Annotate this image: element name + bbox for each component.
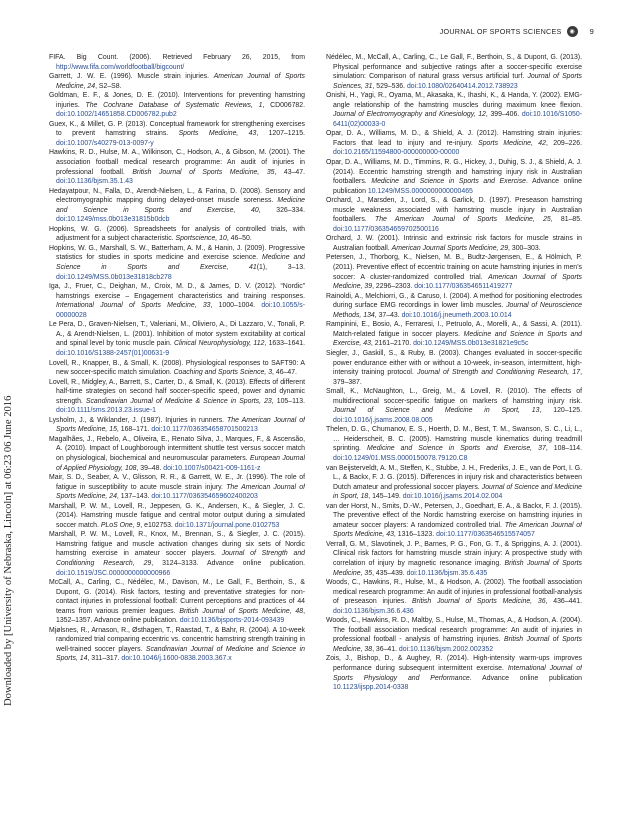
reference-text: Petersen, J., Thorborg, K., Nielsen, M. B., Budtz-Jørgensen, E., & Hölmich, P. (2011). Preventive effect of eccentric training on acute hamstring injuries in men’s soccer: A cluster-randomized controlled trial. [326,254,582,281]
reference-text: Orchard, J., Marsden, J., Lord, S., & Garlick, D. (1997). Preseason hamstring muscle weakness associated with hamstring muscle injury in Australian footballers. [326,197,582,224]
reference-details: , 3124–3133. Advance online publication. [151,559,305,567]
reference-text: Woods, C., Hawkins, R. D., Maltby, S., Hulse, M., Thomas, A., & Hodson, A. (2004). The football association medical research programme: An audit of injuries in professional football - analysis of hamstring injuries. [326,617,582,644]
reference-doi-link[interactable]: doi:10.1016/j.jneumeth.2003.10.014 [401,311,512,319]
reference-entry [326,464,582,502]
reference-journal: Medicine and Science in Sports and Exercise, 37 [367,445,546,453]
reference-journal: Journal of Science and Medicine in Sport, 13 [333,407,540,415]
reference-journal: American Journal of Sports Medicine, 39 [333,273,582,291]
download-watermark-text: Downloaded by [University of Nebraska, Lincoln] at 06:23 06 June 2016 [3,395,14,706]
reference-entry [49,378,305,416]
page-number: 9 [589,27,594,36]
reference-doi-link[interactable]: doi:10.1136/bjsports-2014-093439 [179,617,285,625]
reference-details: , 1000–1004. [210,302,262,310]
reference-text: Marshall, P. W. M., Lovell, R., Knox, M., Brennan, S., & Siegler, J. C. (2015). Hamstring fatigue and muscle activation changes during six sets of Nordic hamstring exercise in amateur soccer players. [49,531,305,558]
reference-entry [49,91,305,120]
reference-text: Orchard, J. W. (2001). Intrinsic and extrinsic risk factors for muscle strains in Australian football. [326,235,582,252]
reference-doi-link[interactable]: doi:10.1519/JSC.0000000000000966 [56,569,171,577]
reference-doi-link[interactable]: doi:10.1016/j.jsams.2014.02.004 [402,493,503,501]
reference-details: , 435–439. [372,569,407,577]
reference-doi-link[interactable]: doi:10.1177/0363546515574057 [436,531,535,539]
reference-entry [326,502,582,540]
reference-text: van Beijsterveldt, A. M., Steffen, K., Stubbe, J. H., Frederiks, J. E., van de Port, I. G. L., & Backx, F. J. G. (2015). Differences in injury risk and characteristics between Dutch amateur and professional soccer players. [326,464,582,491]
reference-text: Lysholm, J., & Wiklander, J. (1987). Injuries in runners. [49,416,228,424]
reference-details: , 1633–1641. [264,340,305,348]
reference-details: , 37–43. [374,311,402,319]
reference-entry [326,654,582,692]
reference-doi-link[interactable]: doi:10.1177/0363546511419277 [414,283,513,291]
reference-entry [49,626,305,664]
reference-text: Woods, C., Hawkins, R., Hulse, M., & Hodson, A. (2002). The football association medical research programme: An audit of injuries in professional football-analysis of preseason injuries. [326,579,582,606]
reference-text: Rainoldi, A., Melchiorri, G., & Caruso, I. (2004). A method for positioning electrodes during surface EMG recordings in lower limb muscles. [326,292,582,310]
reference-text: Garrett, J. W. E. (1996). Muscle strain injuries. [49,73,214,81]
reference-text: Marshall, P. W. M., Lovell, R., Jeppesen, G. K., Andersen, K., & Siegler, J. C. (2014). Hamstring muscle fatigue and central motor output during a simulated soccer match. [49,502,305,529]
reference-entry [49,72,305,91]
reference-text: Hedayatpour, N., Falla, D., Arendt-Nielsen, L., & Farina, D. (2008). Sensory and electromyographic mapping during delayed-onset muscle soreness. [49,187,305,205]
reference-doi-link[interactable]: doi:10.1007/s00421-009-1161-z [163,464,261,472]
reference-entry [49,187,305,225]
reference-entry [49,359,305,378]
reference-doi-link[interactable]: doi:10.1136/bjsm.35.6.435 [406,569,488,577]
reference-journal: Medicine and Science in Sports and Exercise [371,178,526,186]
reference-text: Small, K., McNaughton, L., Greig, M., & Lovell, R. (2010). The effects of multidirectional soccer-specific fatigue on markers of hamstring injury risk. [326,388,582,405]
reference-doi-link[interactable]: 10.1123/ijspp.2014-0338 [333,684,409,692]
download-watermark [2,116,16,706]
reference-text: Hopkins, W. G. (2006). Spreadsheets for analysis of controlled trials, with adjustment for a subject characteristic. [49,225,305,243]
reference-doi-link[interactable]: doi:10.1249/mss.0b013e31815b0dcb [56,216,170,224]
reference-journal: Sports Medicine, 42 [478,139,546,147]
reference-text: Mjølsnes, R., Arnason, R., Østhagen, T., Raastad, T., & Bahr, R. (2004). A 10-week randomized trial comparing eccentric vs. concentric hamstring strength training in well-trained soccer players. [49,626,305,653]
reference-details: , 145–149. [368,493,403,501]
reference-journal: Journal of Strength and Conditioning Research, 17 [417,369,581,377]
reference-entry [49,473,305,502]
reference-text: Verrall, G. M., Slavotinek, J. P., Barnes, P. G., Fon, G. T., & Spriggins, A. J. (2001). Clinical risk factors for hamstring muscle strain injury: A prospective study with correlation of injury by magnetic resonance imaging. [326,540,582,567]
reference-entry [326,253,582,291]
reference-journal: International Journal of Sports Physiology and Performance [333,665,582,682]
reference-details: , e102753. [140,521,175,529]
reference-journal: American Journal Sports Medicine, 29 [391,244,509,252]
reference-doi-link[interactable]: doi:10.1007/s40279-013-0097-y [56,139,154,147]
reference-journal: International Journal of Sports Medicine, 33 [56,302,211,310]
reference-doi-link[interactable]: doi:10.1055/s-00000028 [56,302,305,319]
reference-details: , 120–125. [539,407,582,415]
reference-text: Guex, K., & Millet, G. P. (2013). Conceptual framework for strengthening exercises to prevent hamstring strains. [49,120,305,138]
reference-details: . Advance online publication [333,178,582,195]
reference-doi-link[interactable]: doi:10.1080/02640414.2012.738923 [406,82,518,90]
reference-journal: Journal of Science and Medicine in Sport, 18 [333,483,582,501]
reference-journal: American Journal of Sports Medicine, 24 [56,73,305,90]
reference-journal: The American Journal of Sports Medicine, 25 [374,216,551,224]
reference-journal: Sports Medicine, 43 [178,130,257,138]
running-header [440,26,594,37]
reference-text: Opar, D. A., Williams, M. D., & Shield, A. J. (2012). Hamstring strain injuries: Factors that lead to injury and re-injury. [326,130,582,147]
reference-text: Le Pera, D., Graven-Nielsen, T., Valeriani, M., Oliviero, A., Di Lazzaro, V., Tonali, P. A., & Arendt-Nielsen, L. (2001). Inhibition of motor system excitability at cortical and spinal level by tonic muscle pain. [49,321,305,348]
reference-details: , 1316–1323. [393,531,437,539]
reference-text: Siegler, J., Gaskill, S., & Ruby, B. (2003). Changes evaluated in soccer-specific power endurance either with or without a 10-week, in-season, intermittent, high-intensity training protocol. [326,349,582,377]
reference-doi-link[interactable]: doi:10.1002/14651858.CD006782.pub2 [56,111,177,119]
reference-journal: Journal of Strength and Conditioning Research, 29 [56,550,305,567]
reference-entry [49,502,305,531]
reference-text: van der Horst, N., Smits, D.-W., Petersen, J., Goedhart, E. A., & Backx, F. J. (2015). The preventive effect of the Nordic hamstring exercise on hamstring injuries in amateur soccer players: A randomized controlled trial. [326,502,582,529]
reference-journal: Medicine and Science in Sports and Exercise, 41 [56,254,305,272]
reference-journal: British Journal of Sports Medicine, 35 [333,559,582,577]
reference-doi-link[interactable]: doi:10.1016/S1388-2457(01)00631-9 [56,349,170,357]
reference-text: Thelen, D. G., Chumanov, E. S., Hoerth, D. M., Best, T. M., Swanson, S. C., Li, L., … Heiderscheit, B. C. (2005). Hamstring muscle kinematics during treadmill sprinting. [326,426,582,453]
reference-text: Opar, D. A., Williams, M. D., Timmins, R. G., Hickey, J., Duhig, S. J., & Shield, A. J. (2014). Eccentric hamstring strength and hamstring injury risk in Australian footballers. [326,159,582,186]
reference-text: Zois, J., Bishop, D., & Aughey, R. (2014). High-intensity warm-ups improves performance during subsequent intermittent exercise. [326,655,582,672]
reference-details: , 46–50. [226,235,252,243]
reference-entry [326,540,582,578]
reference-doi-link[interactable]: 10.1249/MSS.0000000000000465 [367,187,473,195]
reference-details: , S2–S8. [95,82,122,90]
reference-entry [49,578,305,626]
reference-text: Onishi, H., Yagi, R., Oyama, M., Akasaka, K., Ihashi, K., & Handa, Y. (2002). EMG-angle relationship of the hamstring muscles during maximum knee flexion. [326,92,582,109]
reference-journal: Journal of Neuroscience Methods, 134 [333,302,582,319]
journal-title: JOURNAL OF SPORTS SCIENCES [439,27,562,36]
reference-entry [49,416,305,435]
reference-details: , 108–114. [545,445,582,453]
reference-details: , 1352–1357. Advance online publication. [56,607,305,625]
reference-doi-link[interactable]: doi:10.1016/S1050-6411(02)00033-0 [333,111,582,128]
reference-entry [326,578,582,616]
reference-doi-link[interactable]: doi:10.1249/MSS.0b013e31821e9c5c [413,340,529,348]
reference-entry [326,91,582,129]
reference-journal: Scandinavian Journal of Medicine and Science in Sports, 14 [56,645,305,663]
reference-journal: The Cochrane Database of Systematic Reviews, 1 [85,101,263,109]
reference-details: (1), 3–13. [256,264,305,272]
reference-details: , 300–303. [508,244,541,252]
reference-text: Goldman, E. F., & Jones, D. E. (2010). Interventions for preventing hamstring injuries. [49,92,305,109]
reference-journal: The American Journal of Sports Medicine, 43 [333,521,582,539]
reference-doi-link[interactable]: doi:10.1046/j.1600-0838.2003.367.x [121,655,232,663]
reference-details: , CD006782. [262,101,305,109]
reference-details: , 1207–1215. [256,130,305,138]
reference-doi-link[interactable]: doi:10.1249/01.MSS.0000150078.79120.C8 [333,454,468,462]
reference-details: , 168–171. [116,426,152,434]
reference-entry [326,129,582,158]
reference-text: Hopkins, W. G., Marshall, S. W., Batterham, A. M., & Hanin, J. (2009). Progressive statistics for studies in sports medicine and exercise science. [49,244,305,262]
reference-journal: The American Journal of Sports Medicine, 24 [56,483,305,501]
reference-entry [326,196,582,234]
reference-journal: British Journal of Sports Medicine, 48 [179,607,304,615]
reference-details: , 43–47. [274,168,305,176]
reference-entry [49,120,305,149]
reference-text: Magalhães, J., Rebelo, A., Oliveira, E., Renato Silva, J., Marques, F., & Ascensão, A. (2010). Impact of Loughborough intermittent shuttle test versus soccer match on physiological, biochemical and neuromuscular parameters. [49,435,305,462]
reference-journal: Coaching and Sports Science, 3 [173,369,273,377]
reference-journal: British Journal of Sports Medicine, 36 [412,598,546,606]
reference-entry [326,387,582,425]
reference-details: , 36–41. [372,645,399,653]
reference-entry [326,53,582,91]
reference-text: Nédélec, M., McCall, A., Carling, C., Le Gall, F., Berthoin, S., & Dupont, G. (2013). Physical performance and subjective ratings after a soccer-specific exercise simulation: Comparison of natural grass versus artificial turf. [326,54,582,81]
reference-details: , 209–226. [545,139,582,147]
reference-entry [326,425,582,463]
reference-journal: Journal of Electromyography and Kinesiology, 12 [333,111,486,119]
reference-doi-link[interactable]: doi:10.1177/036354659702500116 [333,225,439,233]
reference-text: Rampinini, E., Bosio, A., Ferraresi, I., Petruolo, A., Morelli, A., & Sassi, A. (2011). Match-related fatigue in soccer players. [326,321,582,338]
reference-entry [49,282,305,320]
reference-details: . Advance online publication [469,674,582,682]
reference-journal: British Journal of Sports Medicine, 35 [132,168,275,176]
reference-entry [49,244,305,282]
reference-doi-link[interactable]: doi:10.2165/11594800-000000000-00000 [333,149,460,157]
reference-details: , 436–441. [545,598,582,606]
references-column-right [326,53,582,793]
reference-entry [49,225,305,244]
reference-journal: Medicine and Science in Sports and Exercise, 40 [56,197,305,214]
reference-text: Lovell, R., Knapper, B., & Small, K. (2008). Physiological responses to SAFT90: A new soccer-specific match simulation. [49,359,305,377]
reference-text: Hawkins, R. D., Hulse, M. A., Wilkinson, C., Hodson, A., & Gibson, M. (2001). The association football medical research programme: An audit of injuries in professional football. [49,149,305,176]
reference-journal: Medicine and Science in Sports and Exercise, 43 [333,330,582,348]
reference-doi-link[interactable]: doi:10.1177/036354659602400203 [151,493,258,501]
reference-entry [326,616,582,654]
reference-journal: British Journal of Sports Medicine, 38 [333,636,582,653]
reference-text: Iga, J., Fruer, C., Deighan, M., Croix, M. D., & James, D. V. (2012). “Nordic” hamstrings exercise – Engagement characteristics and training responses. [49,283,305,300]
reference-entry [49,320,305,358]
reference-doi-link[interactable]: doi:10.1136/bjsm.35.1.43 [56,178,133,186]
reference-doi-link[interactable]: doi:10.1136/bjsm.36.6.436 [333,607,414,615]
reference-doi-link[interactable]: doi:10.1371/journal.pone.0102753 [174,521,280,529]
reference-journal: The American Journal of Sports Medicine, 15 [56,416,305,434]
reference-details: , 2161–2170. [370,340,414,348]
reference-entry [49,148,305,186]
reference-details: , 137–143. [116,493,152,501]
reference-details: , 39–48. [136,464,164,472]
reference-doi-link[interactable]: doi:10.1016/j.jsams.2008.08.005 [333,416,433,424]
publisher-logo-icon: ◉ [567,26,578,37]
reference-entry [326,234,582,253]
reference-entry [49,435,305,473]
reference-entry [326,292,582,321]
reference-text: McCall, A., Carling, C., Nédélec, M., Davison, M., Le Gall, F., Berthoin, S., & Dupont, G. (2014). Risk factors, testing and preventative strategies for non-contact injuries in professional football: Current perceptions and practices of 44 teams from various premier leagues. [49,579,305,615]
reference-details: , 379–387. [333,369,582,386]
reference-details: , 311–317. [87,655,122,663]
references-column-left [49,53,305,793]
reference-doi-link[interactable]: doi:10.1111/sms.2013.23.issue-1 [56,407,156,415]
reference-entry [326,349,582,387]
reference-journal: Scandinavian Journal of Medicine & Science in Sports, 23 [85,397,272,405]
reference-details: , 399–406. [485,111,522,119]
reference-entry [49,53,305,72]
reference-journal: Clinical Neurophysiology, 112 [174,340,265,348]
reference-entry [326,158,582,196]
reference-text: Mair, S. D., Seaber, A. V., Glisson, R. R., & Garrett, W. E., Jr. (1996). The role of fatigue in susceptibility to acute muscle strain injury. [49,474,305,491]
reference-journal: Sportscience, 10 [175,235,227,243]
reference-details: , 46–47. [272,369,297,377]
reference-doi-link[interactable]: doi:10.1136/bjsm.2002.002352 [398,645,494,653]
reference-details: , 2296–2303. [372,283,415,291]
reference-details: , 81–85. [550,216,582,224]
reference-doi-link[interactable]: doi:10.1177/036354658701500213 [151,426,258,434]
reference-journal: European Journal of Applied Physiology, 108 [56,454,305,472]
reference-text: Lovell, R., Midgley, A., Barrett, S., Carter, D., & Small, K. (2013). Effects of different half-time strategies on second half soccer-specific speed, power and dynamic strength. [49,378,305,405]
reference-entry [326,320,582,349]
reference-details: , 529–536. [372,82,407,90]
reference-text: FIFA. Big Count. (2006). Retrieved February 26, 2015, from [49,54,305,61]
reference-journal: Journal of Sports Sciences, 31 [333,73,582,90]
reference-entry [49,530,305,578]
reference-doi-link[interactable]: http://www.fifa.com/worldfootball/bigcount/ [56,63,185,71]
reference-journal: PLoS One, 9 [100,521,141,529]
reference-doi-link[interactable]: doi:10.1249/MSS.0b013e31818cb278 [56,273,172,281]
reference-details: , 105–113. [271,397,305,405]
reference-details: , 326–334. [258,206,305,214]
